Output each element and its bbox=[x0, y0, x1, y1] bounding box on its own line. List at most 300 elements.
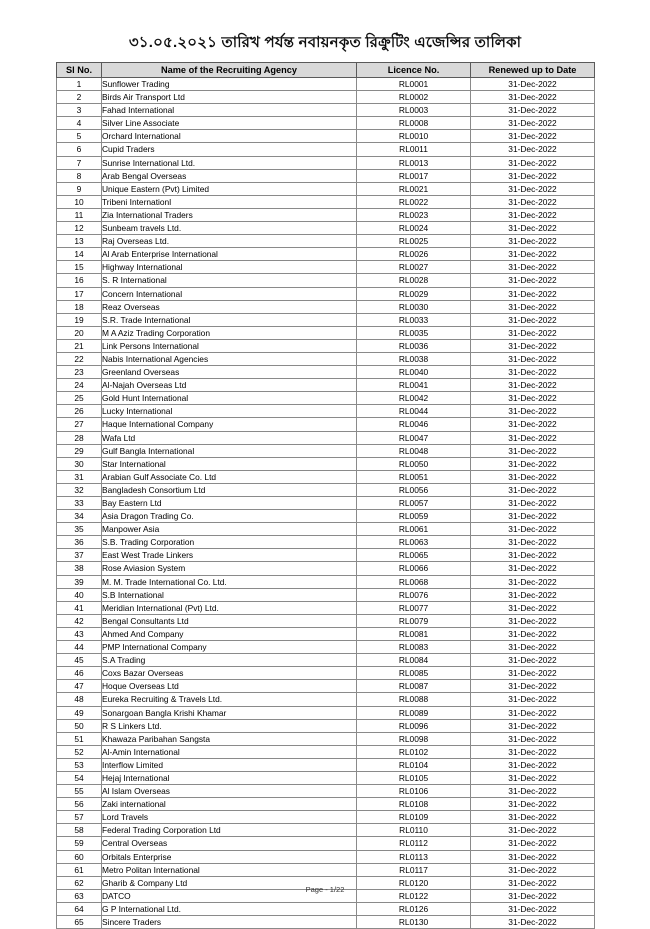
cell-renewed-date: 31-Dec-2022 bbox=[471, 562, 595, 575]
table-row bbox=[57, 758, 595, 771]
cell-licence-no: RL0105 bbox=[357, 771, 471, 784]
cell-sl-no: 8 bbox=[57, 169, 102, 182]
cell-sl-no: 26 bbox=[57, 405, 102, 418]
cell-licence-no: RL0077 bbox=[357, 601, 471, 614]
table-row bbox=[57, 366, 595, 379]
table-row bbox=[57, 536, 595, 549]
cell-sl-no: 47 bbox=[57, 680, 102, 693]
table-row bbox=[57, 222, 595, 235]
table-row bbox=[57, 261, 595, 274]
cell-agency-name: Lord Travels bbox=[102, 811, 357, 824]
cell-renewed-date: 31-Dec-2022 bbox=[471, 575, 595, 588]
cell-sl-no: 51 bbox=[57, 732, 102, 745]
cell-sl-no: 64 bbox=[57, 902, 102, 915]
cell-licence-no: RL0001 bbox=[357, 78, 471, 91]
cell-sl-no: 46 bbox=[57, 667, 102, 680]
cell-agency-name: Unique Eastern (Pvt) Limited bbox=[102, 182, 357, 195]
column-header-agency-name: Name of the Recruiting Agency bbox=[102, 63, 357, 78]
cell-sl-no: 58 bbox=[57, 824, 102, 837]
cell-renewed-date: 31-Dec-2022 bbox=[471, 693, 595, 706]
cell-agency-name: Khawaza Paribahan Sangsta bbox=[102, 732, 357, 745]
cell-licence-no: RL0088 bbox=[357, 693, 471, 706]
cell-sl-no: 20 bbox=[57, 326, 102, 339]
cell-licence-no: RL0048 bbox=[357, 444, 471, 457]
cell-sl-no: 36 bbox=[57, 536, 102, 549]
cell-licence-no: RL0063 bbox=[357, 536, 471, 549]
cell-renewed-date: 31-Dec-2022 bbox=[471, 706, 595, 719]
cell-licence-no: RL0110 bbox=[357, 824, 471, 837]
cell-licence-no: RL0040 bbox=[357, 366, 471, 379]
cell-agency-name: Al Islam Overseas bbox=[102, 785, 357, 798]
cell-renewed-date: 31-Dec-2022 bbox=[471, 182, 595, 195]
cell-sl-no: 10 bbox=[57, 195, 102, 208]
cell-licence-no: RL0096 bbox=[357, 719, 471, 732]
table-row bbox=[57, 798, 595, 811]
cell-renewed-date: 31-Dec-2022 bbox=[471, 313, 595, 326]
cell-renewed-date: 31-Dec-2022 bbox=[471, 837, 595, 850]
cell-licence-no: RL0098 bbox=[357, 732, 471, 745]
cell-sl-no: 52 bbox=[57, 745, 102, 758]
cell-agency-name: Interflow Limited bbox=[102, 758, 357, 771]
table-row bbox=[57, 627, 595, 640]
cell-sl-no: 1 bbox=[57, 78, 102, 91]
cell-agency-name: Haque International Company bbox=[102, 418, 357, 431]
table-row bbox=[57, 392, 595, 405]
cell-sl-no: 48 bbox=[57, 693, 102, 706]
cell-licence-no: RL0059 bbox=[357, 510, 471, 523]
cell-sl-no: 11 bbox=[57, 208, 102, 221]
cell-renewed-date: 31-Dec-2022 bbox=[471, 549, 595, 562]
cell-sl-no: 19 bbox=[57, 313, 102, 326]
cell-licence-no: RL0109 bbox=[357, 811, 471, 824]
cell-licence-no: RL0085 bbox=[357, 667, 471, 680]
page-title: ৩১.০৫.২০২১ তারিখ পর্যন্ত নবায়নকৃত রিক্রুটিং এজেন্সির তালিকা bbox=[128, 34, 522, 51]
cell-agency-name: Gold Hunt International bbox=[102, 392, 357, 405]
cell-agency-name: Ahmed And Company bbox=[102, 627, 357, 640]
cell-renewed-date: 31-Dec-2022 bbox=[471, 117, 595, 130]
cell-agency-name: Zia International Traders bbox=[102, 208, 357, 221]
cell-sl-no: 29 bbox=[57, 444, 102, 457]
cell-licence-no: RL0083 bbox=[357, 641, 471, 654]
table-row bbox=[57, 169, 595, 182]
cell-agency-name: Manpower Asia bbox=[102, 523, 357, 536]
table-row bbox=[57, 287, 595, 300]
cell-renewed-date: 31-Dec-2022 bbox=[471, 719, 595, 732]
cell-agency-name: Sunrise International Ltd. bbox=[102, 156, 357, 169]
table-row bbox=[57, 575, 595, 588]
cell-agency-name: Orchard International bbox=[102, 130, 357, 143]
table-row bbox=[57, 732, 595, 745]
cell-agency-name: Cupid Traders bbox=[102, 143, 357, 156]
cell-sl-no: 2 bbox=[57, 91, 102, 104]
cell-agency-name: Meridian International (Pvt) Ltd. bbox=[102, 601, 357, 614]
cell-renewed-date: 31-Dec-2022 bbox=[471, 523, 595, 536]
cell-licence-no: RL0030 bbox=[357, 300, 471, 313]
table-row bbox=[57, 91, 595, 104]
cell-renewed-date: 31-Dec-2022 bbox=[471, 654, 595, 667]
cell-sl-no: 41 bbox=[57, 601, 102, 614]
table-row bbox=[57, 771, 595, 784]
table-row bbox=[57, 667, 595, 680]
cell-renewed-date: 31-Dec-2022 bbox=[471, 771, 595, 784]
cell-sl-no: 39 bbox=[57, 575, 102, 588]
cell-licence-no: RL0023 bbox=[357, 208, 471, 221]
table-row bbox=[57, 235, 595, 248]
cell-sl-no: 4 bbox=[57, 117, 102, 130]
table-row bbox=[57, 706, 595, 719]
cell-sl-no: 55 bbox=[57, 785, 102, 798]
cell-renewed-date: 31-Dec-2022 bbox=[471, 627, 595, 640]
cell-agency-name: M. M. Trade International Co. Ltd. bbox=[102, 575, 357, 588]
table-row bbox=[57, 248, 595, 261]
cell-sl-no: 30 bbox=[57, 457, 102, 470]
cell-agency-name: Asia Dragon Trading Co. bbox=[102, 510, 357, 523]
cell-agency-name: Zaki international bbox=[102, 798, 357, 811]
cell-agency-name: Al-Amin International bbox=[102, 745, 357, 758]
cell-sl-no: 57 bbox=[57, 811, 102, 824]
cell-licence-no: RL0112 bbox=[357, 837, 471, 850]
cell-renewed-date: 31-Dec-2022 bbox=[471, 392, 595, 405]
table-body bbox=[57, 78, 595, 929]
cell-sl-no: 13 bbox=[57, 235, 102, 248]
cell-renewed-date: 31-Dec-2022 bbox=[471, 824, 595, 837]
cell-renewed-date: 31-Dec-2022 bbox=[471, 248, 595, 261]
cell-sl-no: 15 bbox=[57, 261, 102, 274]
cell-licence-no: RL0051 bbox=[357, 470, 471, 483]
table-row bbox=[57, 811, 595, 824]
table-row bbox=[57, 418, 595, 431]
cell-licence-no: RL0013 bbox=[357, 156, 471, 169]
table-row bbox=[57, 78, 595, 91]
cell-renewed-date: 31-Dec-2022 bbox=[471, 510, 595, 523]
table-row bbox=[57, 274, 595, 287]
cell-agency-name: PMP International Company bbox=[102, 641, 357, 654]
cell-sl-no: 37 bbox=[57, 549, 102, 562]
cell-sl-no: 44 bbox=[57, 641, 102, 654]
table-row bbox=[57, 405, 595, 418]
cell-sl-no: 43 bbox=[57, 627, 102, 640]
table-row bbox=[57, 837, 595, 850]
cell-sl-no: 22 bbox=[57, 352, 102, 365]
cell-agency-name: Gharib & Company Ltd bbox=[102, 876, 357, 889]
cell-agency-name: S.B. Trading Corporation bbox=[102, 536, 357, 549]
cell-renewed-date: 31-Dec-2022 bbox=[471, 680, 595, 693]
table-row bbox=[57, 601, 595, 614]
cell-sl-no: 6 bbox=[57, 143, 102, 156]
cell-licence-no: RL0042 bbox=[357, 392, 471, 405]
cell-renewed-date: 31-Dec-2022 bbox=[471, 339, 595, 352]
cell-renewed-date: 31-Dec-2022 bbox=[471, 130, 595, 143]
cell-agency-name: Al-Najah Overseas Ltd bbox=[102, 379, 357, 392]
cell-renewed-date: 31-Dec-2022 bbox=[471, 850, 595, 863]
cell-renewed-date: 31-Dec-2022 bbox=[471, 104, 595, 117]
table-row bbox=[57, 850, 595, 863]
cell-renewed-date: 31-Dec-2022 bbox=[471, 785, 595, 798]
cell-renewed-date: 31-Dec-2022 bbox=[471, 261, 595, 274]
table-row bbox=[57, 444, 595, 457]
cell-licence-no: RL0130 bbox=[357, 916, 471, 929]
cell-agency-name: Greenland Overseas bbox=[102, 366, 357, 379]
cell-licence-no: RL0050 bbox=[357, 457, 471, 470]
cell-agency-name: Bay Eastern Ltd bbox=[102, 497, 357, 510]
cell-agency-name: Wafa Ltd bbox=[102, 431, 357, 444]
cell-sl-no: 60 bbox=[57, 850, 102, 863]
cell-renewed-date: 31-Dec-2022 bbox=[471, 916, 595, 929]
table-row bbox=[57, 785, 595, 798]
cell-renewed-date: 31-Dec-2022 bbox=[471, 169, 595, 182]
cell-licence-no: RL0029 bbox=[357, 287, 471, 300]
cell-sl-no: 38 bbox=[57, 562, 102, 575]
column-header-licence-no: Licence No. bbox=[357, 63, 471, 78]
cell-renewed-date: 31-Dec-2022 bbox=[471, 405, 595, 418]
cell-renewed-date: 31-Dec-2022 bbox=[471, 536, 595, 549]
cell-agency-name: DATCO bbox=[102, 889, 357, 902]
cell-agency-name: Sunbeam travels Ltd. bbox=[102, 222, 357, 235]
cell-sl-no: 3 bbox=[57, 104, 102, 117]
cell-agency-name: Bangladesh Consortium Ltd bbox=[102, 483, 357, 496]
cell-licence-no: RL0021 bbox=[357, 182, 471, 195]
cell-agency-name: Gulf Bangla International bbox=[102, 444, 357, 457]
cell-renewed-date: 31-Dec-2022 bbox=[471, 195, 595, 208]
cell-agency-name: M A Aziz Trading Corporation bbox=[102, 326, 357, 339]
cell-agency-name: S.A Trading bbox=[102, 654, 357, 667]
cell-sl-no: 28 bbox=[57, 431, 102, 444]
cell-licence-no: RL0108 bbox=[357, 798, 471, 811]
cell-sl-no: 53 bbox=[57, 758, 102, 771]
cell-licence-no: RL0024 bbox=[357, 222, 471, 235]
table-row bbox=[57, 902, 595, 915]
cell-renewed-date: 31-Dec-2022 bbox=[471, 601, 595, 614]
cell-licence-no: RL0025 bbox=[357, 235, 471, 248]
cell-licence-no: RL0057 bbox=[357, 497, 471, 510]
cell-sl-no: 45 bbox=[57, 654, 102, 667]
cell-licence-no: RL0035 bbox=[357, 326, 471, 339]
table-row bbox=[57, 431, 595, 444]
cell-agency-name: S. R International bbox=[102, 274, 357, 287]
cell-sl-no: 7 bbox=[57, 156, 102, 169]
cell-renewed-date: 31-Dec-2022 bbox=[471, 326, 595, 339]
cell-licence-no: RL0102 bbox=[357, 745, 471, 758]
cell-renewed-date: 31-Dec-2022 bbox=[471, 300, 595, 313]
cell-sl-no: 12 bbox=[57, 222, 102, 235]
cell-renewed-date: 31-Dec-2022 bbox=[471, 444, 595, 457]
table-row bbox=[57, 182, 595, 195]
cell-licence-no: RL0022 bbox=[357, 195, 471, 208]
cell-agency-name: Sunflower Trading bbox=[102, 78, 357, 91]
cell-agency-name: Sonargoan Bangla Krishi Khamar bbox=[102, 706, 357, 719]
cell-licence-no: RL0017 bbox=[357, 169, 471, 182]
cell-sl-no: 16 bbox=[57, 274, 102, 287]
column-header-renewed-date: Renewed up to Date bbox=[471, 63, 595, 78]
cell-sl-no: 54 bbox=[57, 771, 102, 784]
cell-renewed-date: 31-Dec-2022 bbox=[471, 156, 595, 169]
cell-renewed-date: 31-Dec-2022 bbox=[471, 798, 595, 811]
cell-sl-no: 25 bbox=[57, 392, 102, 405]
cell-agency-name: Nabis International Agencies bbox=[102, 352, 357, 365]
cell-licence-no: RL0126 bbox=[357, 902, 471, 915]
page-footer: Page - 1/22 bbox=[305, 885, 345, 894]
table-row bbox=[57, 143, 595, 156]
table-row bbox=[57, 497, 595, 510]
table-row bbox=[57, 352, 595, 365]
table-row bbox=[57, 863, 595, 876]
cell-sl-no: 62 bbox=[57, 876, 102, 889]
cell-sl-no: 21 bbox=[57, 339, 102, 352]
cell-renewed-date: 31-Dec-2022 bbox=[471, 889, 595, 902]
cell-agency-name: Highway International bbox=[102, 261, 357, 274]
cell-sl-no: 17 bbox=[57, 287, 102, 300]
cell-licence-no: RL0081 bbox=[357, 627, 471, 640]
cell-agency-name: Sincere Traders bbox=[102, 916, 357, 929]
cell-licence-no: RL0066 bbox=[357, 562, 471, 575]
cell-sl-no: 33 bbox=[57, 497, 102, 510]
cell-licence-no: RL0010 bbox=[357, 130, 471, 143]
cell-licence-no: RL0002 bbox=[357, 91, 471, 104]
cell-sl-no: 61 bbox=[57, 863, 102, 876]
cell-agency-name: Silver Line Associate bbox=[102, 117, 357, 130]
cell-renewed-date: 31-Dec-2022 bbox=[471, 588, 595, 601]
cell-agency-name: Reaz Overseas bbox=[102, 300, 357, 313]
cell-agency-name: G P International Ltd. bbox=[102, 902, 357, 915]
cell-renewed-date: 31-Dec-2022 bbox=[471, 431, 595, 444]
cell-licence-no: RL0056 bbox=[357, 483, 471, 496]
cell-renewed-date: 31-Dec-2022 bbox=[471, 470, 595, 483]
cell-renewed-date: 31-Dec-2022 bbox=[471, 78, 595, 91]
cell-renewed-date: 31-Dec-2022 bbox=[471, 667, 595, 680]
cell-licence-no: RL0087 bbox=[357, 680, 471, 693]
cell-licence-no: RL0028 bbox=[357, 274, 471, 287]
table-row bbox=[57, 614, 595, 627]
cell-sl-no: 24 bbox=[57, 379, 102, 392]
cell-renewed-date: 31-Dec-2022 bbox=[471, 91, 595, 104]
table-row bbox=[57, 339, 595, 352]
cell-agency-name: R S Linkers Ltd. bbox=[102, 719, 357, 732]
cell-renewed-date: 31-Dec-2022 bbox=[471, 758, 595, 771]
cell-licence-no: RL0106 bbox=[357, 785, 471, 798]
table-row bbox=[57, 719, 595, 732]
table-row bbox=[57, 680, 595, 693]
cell-licence-no: RL0047 bbox=[357, 431, 471, 444]
cell-sl-no: 18 bbox=[57, 300, 102, 313]
cell-agency-name: Lucky International bbox=[102, 405, 357, 418]
table-row bbox=[57, 549, 595, 562]
cell-agency-name: Coxs Bazar Overseas bbox=[102, 667, 357, 680]
table-row bbox=[57, 130, 595, 143]
cell-licence-no: RL0003 bbox=[357, 104, 471, 117]
table-row bbox=[57, 117, 595, 130]
cell-agency-name: S.B International bbox=[102, 588, 357, 601]
table-row bbox=[57, 641, 595, 654]
cell-agency-name: Link Persons International bbox=[102, 339, 357, 352]
cell-sl-no: 9 bbox=[57, 182, 102, 195]
cell-agency-name: Federal Trading Corporation Ltd bbox=[102, 824, 357, 837]
cell-agency-name: Arabian Gulf Associate Co. Ltd bbox=[102, 470, 357, 483]
table-row bbox=[57, 510, 595, 523]
table-row bbox=[57, 104, 595, 117]
cell-licence-no: RL0120 bbox=[357, 876, 471, 889]
cell-renewed-date: 31-Dec-2022 bbox=[471, 876, 595, 889]
cell-renewed-date: 31-Dec-2022 bbox=[471, 366, 595, 379]
table-row bbox=[57, 379, 595, 392]
cell-sl-no: 40 bbox=[57, 588, 102, 601]
cell-renewed-date: 31-Dec-2022 bbox=[471, 287, 595, 300]
cell-licence-no: RL0113 bbox=[357, 850, 471, 863]
table-row bbox=[57, 326, 595, 339]
table-row bbox=[57, 745, 595, 758]
cell-renewed-date: 31-Dec-2022 bbox=[471, 457, 595, 470]
cell-sl-no: 49 bbox=[57, 706, 102, 719]
cell-agency-name: Tribeni Internationl bbox=[102, 195, 357, 208]
cell-agency-name: Birds Air Transport Ltd bbox=[102, 91, 357, 104]
cell-agency-name: Star International bbox=[102, 457, 357, 470]
cell-sl-no: 5 bbox=[57, 130, 102, 143]
cell-sl-no: 14 bbox=[57, 248, 102, 261]
table-row bbox=[57, 300, 595, 313]
cell-agency-name: Concern International bbox=[102, 287, 357, 300]
cell-sl-no: 65 bbox=[57, 916, 102, 929]
table-row bbox=[57, 654, 595, 667]
table-row bbox=[57, 195, 595, 208]
cell-renewed-date: 31-Dec-2022 bbox=[471, 745, 595, 758]
cell-agency-name: Eureka Recruiting & Travels Ltd. bbox=[102, 693, 357, 706]
cell-agency-name: Orbitals Enterprise bbox=[102, 850, 357, 863]
cell-sl-no: 23 bbox=[57, 366, 102, 379]
table-row bbox=[57, 208, 595, 221]
cell-renewed-date: 31-Dec-2022 bbox=[471, 379, 595, 392]
cell-licence-no: RL0011 bbox=[357, 143, 471, 156]
recruiting-agency-table bbox=[56, 62, 595, 929]
column-header-sl-no: Sl No. bbox=[57, 63, 102, 78]
table-row bbox=[57, 562, 595, 575]
cell-renewed-date: 31-Dec-2022 bbox=[471, 418, 595, 431]
cell-licence-no: RL0033 bbox=[357, 313, 471, 326]
cell-sl-no: 35 bbox=[57, 523, 102, 536]
cell-renewed-date: 31-Dec-2022 bbox=[471, 497, 595, 510]
table-row bbox=[57, 313, 595, 326]
cell-renewed-date: 31-Dec-2022 bbox=[471, 274, 595, 287]
cell-licence-no: RL0008 bbox=[357, 117, 471, 130]
table-row bbox=[57, 457, 595, 470]
cell-renewed-date: 31-Dec-2022 bbox=[471, 208, 595, 221]
table-row bbox=[57, 916, 595, 929]
table-row bbox=[57, 588, 595, 601]
cell-renewed-date: 31-Dec-2022 bbox=[471, 863, 595, 876]
cell-licence-no: RL0117 bbox=[357, 863, 471, 876]
table-header-row bbox=[57, 63, 595, 78]
cell-licence-no: RL0036 bbox=[357, 339, 471, 352]
cell-agency-name: Rose Aviasion System bbox=[102, 562, 357, 575]
cell-licence-no: RL0041 bbox=[357, 379, 471, 392]
cell-renewed-date: 31-Dec-2022 bbox=[471, 811, 595, 824]
cell-agency-name: Hejaj International bbox=[102, 771, 357, 784]
cell-sl-no: 56 bbox=[57, 798, 102, 811]
cell-sl-no: 42 bbox=[57, 614, 102, 627]
cell-renewed-date: 31-Dec-2022 bbox=[471, 143, 595, 156]
cell-renewed-date: 31-Dec-2022 bbox=[471, 222, 595, 235]
cell-sl-no: 27 bbox=[57, 418, 102, 431]
cell-licence-no: RL0065 bbox=[357, 549, 471, 562]
cell-licence-no: RL0104 bbox=[357, 758, 471, 771]
cell-agency-name: Arab Bengal Overseas bbox=[102, 169, 357, 182]
cell-agency-name: Al Arab Enterprise International bbox=[102, 248, 357, 261]
cell-sl-no: 32 bbox=[57, 483, 102, 496]
cell-licence-no: RL0079 bbox=[357, 614, 471, 627]
cell-renewed-date: 31-Dec-2022 bbox=[471, 902, 595, 915]
cell-renewed-date: 31-Dec-2022 bbox=[471, 483, 595, 496]
cell-licence-no: RL0026 bbox=[357, 248, 471, 261]
table-row bbox=[57, 483, 595, 496]
cell-agency-name: Raj Overseas Ltd. bbox=[102, 235, 357, 248]
